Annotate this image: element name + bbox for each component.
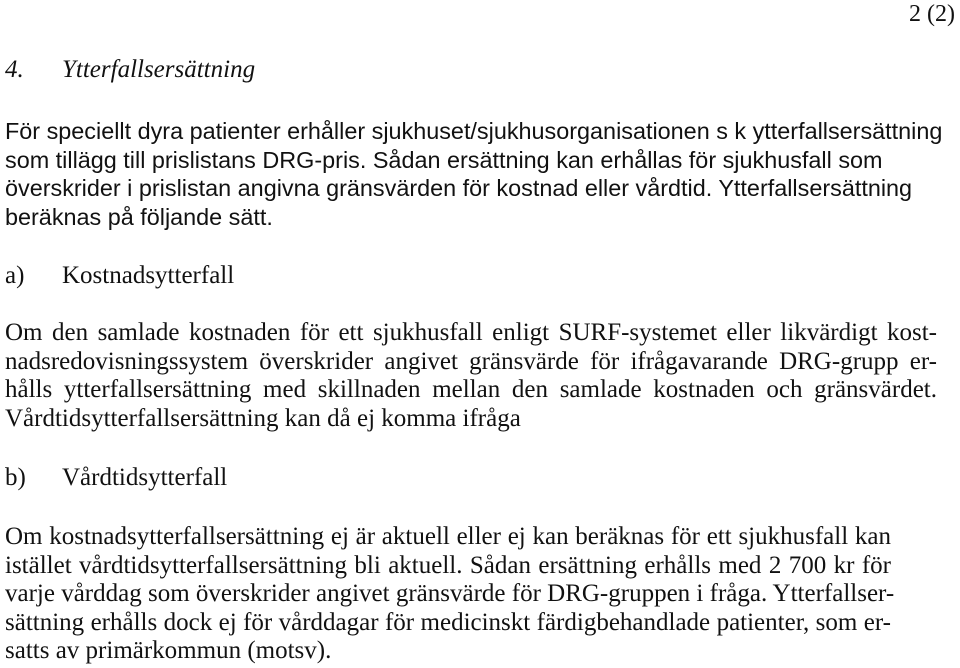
- subsection-heading-b: [5, 464, 227, 493]
- section-heading: [5, 56, 255, 85]
- paragraph-line: beräknas på följande sätt.: [5, 203, 273, 230]
- paragraph-line: Om kostnadsytterfallsersättning ej är aktuell eller ej kan beräknas för ett sjukhusfall kan: [5, 523, 891, 550]
- paragraph-line: För speciellt dyra patienter erhåller sjukhuset/sjukhusorganisationen s k ytterfallsersättning: [5, 118, 943, 144]
- paragraph-line: hålls ytterfallsersättning med skillnaden mellan den samlade kostnaden och gränsvärdet.: [5, 376, 937, 404]
- paragraph-line: varje vårddag som överskrider angivet gränsvärde för DRG-gruppen i fråga. Ytterfallser-: [5, 580, 895, 608]
- paragraph-line: Om den samlade kostnaden för ett sjukhusfall enligt SURF-systemet eller likvärdigt kost-: [5, 319, 937, 346]
- subsection-label: b): [5, 464, 26, 491]
- subsection-paragraph-a: [5, 319, 937, 433]
- intro-paragraph: [5, 117, 942, 231]
- subsection-title: Kostnadsytterfall: [62, 262, 235, 289]
- section-number: 4.: [5, 56, 24, 83]
- subsection-title: Vårdtidsytterfall: [62, 464, 228, 491]
- paragraph-line: som tillägg till prislistans DRG-pris. Sådan ersättning kan erhållas för sjukhusfall som: [5, 146, 883, 173]
- paragraph-line: överskrider i prislistan angivna gränsvärden för kostnad eller vårdtid. Ytterfallsersättning: [5, 175, 913, 202]
- subsection-heading-a: [5, 262, 234, 291]
- paragraph-line: sättning erhålls dock ej för vårddagar för medicinskt färdigbehandlade patienter, som er-: [5, 608, 891, 636]
- page-number: 2 (2): [909, 1, 955, 27]
- subsection-paragraph-b: [5, 523, 895, 666]
- paragraph-line: nadsredovisningssystem överskrider angivet gränsvärde för ifrågavarande DRG-grupp er-: [5, 347, 937, 375]
- paragraph-line: satts av primärkommun (motsv).: [5, 637, 332, 665]
- section-title: Ytterfallsersättning: [62, 56, 256, 83]
- paragraph-line: Vårdtidsytterfallsersättning kan då ej komma ifråga: [5, 404, 521, 432]
- paragraph-line: istället vårdtidsytterfallsersättning bli aktuell. Sådan ersättning erhålls med 2 700 kr för: [5, 551, 891, 579]
- subsection-label: a): [5, 262, 25, 289]
